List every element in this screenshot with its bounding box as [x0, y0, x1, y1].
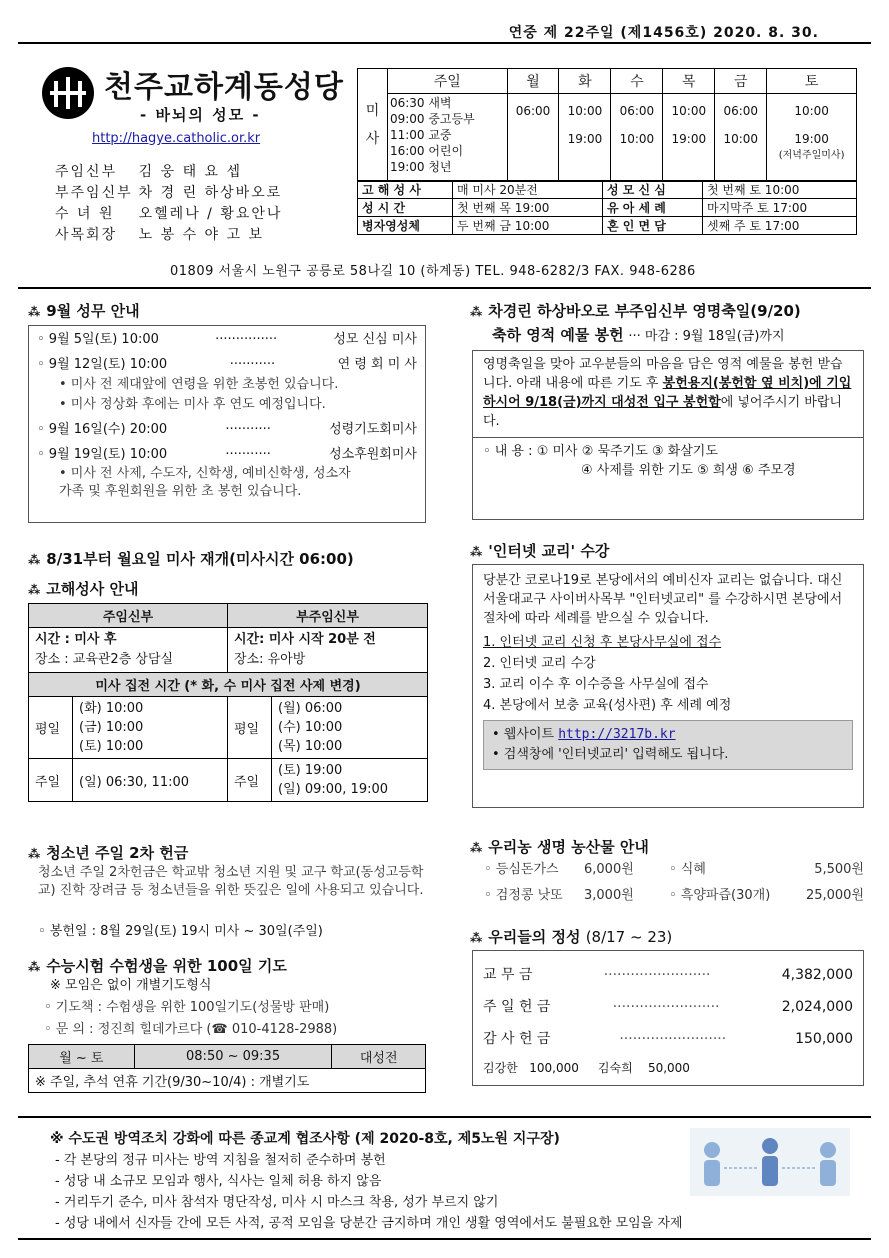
- sep-mass-title: [28, 300, 140, 321]
- offering-amount: 4,382,000: [781, 967, 853, 983]
- section-marker-icon: ⁂: [470, 545, 483, 559]
- priest-feast-box: [472, 350, 864, 520]
- sacrament-time: 첫 번째 토 10:00: [703, 181, 857, 199]
- offering-amount: 2,024,000: [781, 999, 853, 1015]
- exam-prayer-title-text: 수능시험 수험생을 위한 100일 기도: [46, 957, 287, 975]
- priest-body-emphasis: 봉헌용지(봉헌함 옆 비치)에 기입하시어 9/18(금)까지 대성전 입구 봉헌함: [483, 376, 852, 410]
- step-item: 2. 인터넷 교리 수강: [483, 656, 596, 671]
- exam-time: 08:50 ~ 09:35: [134, 1045, 332, 1069]
- confession-title: [28, 578, 138, 599]
- sacrament-time: 마지막주 토 17:00: [703, 199, 857, 217]
- sacrament-time: 매 미사 20분전: [453, 181, 603, 199]
- mass-schedule-table: [357, 68, 857, 182]
- exam-line: ◦ 기도책 : 수험생을 위한 100일기도(성물방 판매): [44, 1000, 330, 1015]
- priest-body: 영명축일을 맞아 교우분들의 마음을 담은 영적 예물을 봉헌 받습니다. 아래 내용에 따른 기도 후: [483, 357, 843, 391]
- pastor-weekday: (화) 10:00 (금) 10:00 (토) 10:00: [73, 697, 228, 759]
- section-marker-icon: ⁂: [28, 847, 41, 861]
- sacrament-time: 첫 번째 목 19:00: [453, 199, 603, 217]
- farm-row: [484, 860, 864, 880]
- mass-label: 미 사: [358, 69, 388, 182]
- staff-role: 부주임신부: [55, 185, 133, 201]
- mass-item: [37, 355, 417, 375]
- staff-role: 수 녀 원: [55, 206, 115, 222]
- exam-days: 월 ~ 토: [29, 1045, 135, 1069]
- farm-row: [484, 886, 864, 906]
- day-header: 목: [663, 69, 715, 94]
- tue-times: 10:00 19:00: [559, 94, 611, 182]
- confession-title-text: 고해성사 안내: [46, 580, 139, 598]
- church-website-link[interactable]: http://hagye.catholic.or.kr: [92, 131, 261, 146]
- farm-item-price: 5,500원: [814, 862, 864, 877]
- farm-item-price: 3,000원: [584, 888, 634, 903]
- offering-name: 감 사 헌 금: [483, 1031, 551, 1047]
- pastor-sunday: (일) 06:30, 11:00: [73, 759, 228, 802]
- pastor-info: [29, 628, 228, 673]
- mass-item: [37, 445, 417, 465]
- row-label: 평일: [29, 697, 73, 759]
- church-subtitle: - 바뇌의 성모 -: [140, 106, 261, 124]
- wed-times: 06:00 10:00: [611, 94, 663, 182]
- offering-box: [472, 950, 864, 1086]
- sep-mass-title-text: 9월 성무 안내: [46, 302, 140, 320]
- farm-title: [470, 836, 649, 857]
- day-header: 주일: [387, 69, 507, 94]
- section-marker-icon: ⁂: [28, 305, 41, 319]
- monday-mass-title: [28, 548, 354, 569]
- offering-donors: 김강한 100,000 김숙희 50,000: [483, 1061, 690, 1075]
- farm-item-price: 25,000원: [805, 888, 864, 903]
- row-label: 주일: [228, 759, 272, 802]
- sacrament-schedule-table: [357, 180, 857, 235]
- exam-time-table: [28, 1044, 426, 1093]
- thu-times: 10:00 19:00: [663, 94, 715, 182]
- farm-item-name: ◦ 흑양파즙(30개): [669, 888, 771, 903]
- section-marker-icon: ⁂: [470, 931, 483, 945]
- priest-feast-subtitle: [492, 324, 785, 345]
- offering-title-text: 우리들의 정성: [488, 928, 581, 946]
- exam-place: 대성전: [332, 1045, 426, 1069]
- offering-row: 감 사 헌 금 ························ 150,000: [483, 1023, 853, 1055]
- leader-dots: ···········: [225, 447, 271, 462]
- pastor-time: 시간 : 미사 후: [35, 632, 117, 647]
- monday-mass-text: 8/31부터 월요일 미사 재개(미사시간 06:00): [46, 550, 354, 568]
- issue-info: 연중 제 22주일 (제1456호) 2020. 8. 30.: [508, 25, 819, 41]
- mass-date: ◦ 9월 12일(토) 10:00: [37, 357, 168, 372]
- sat-note: (저녁주일미사): [778, 150, 845, 161]
- internet-box: [472, 564, 864, 808]
- fri-times: 06:00 10:00: [715, 94, 767, 182]
- bottom-divider: [18, 1116, 871, 1118]
- youth-title-text: 청소년 주일 2차 헌금: [46, 844, 189, 862]
- website-label: • 웹사이트: [492, 727, 555, 742]
- farm-item-price: 6,000원: [584, 862, 634, 877]
- church-name: 천주교하계동성당: [104, 70, 344, 105]
- offering-name: 교 무 금: [483, 967, 533, 983]
- mass-item: [37, 330, 417, 350]
- day-header: 수: [611, 69, 663, 94]
- website-line: [492, 725, 844, 745]
- staff-name: 노 봉 수 야 고 보: [138, 227, 265, 243]
- section-marker-icon: ⁂: [28, 960, 41, 974]
- mass-date: ◦ 9월 16일(수) 20:00: [37, 422, 168, 437]
- col-header: 주임신부: [29, 604, 228, 628]
- row-label: 평일: [228, 697, 272, 759]
- farm-list: [484, 860, 864, 906]
- staff-list: [55, 162, 288, 246]
- step-item: 4. 본당에서 보충 교육(성사편) 후 세례 예정: [483, 698, 732, 713]
- top-divider: [18, 42, 871, 44]
- exam-prayer-title: [28, 955, 287, 976]
- youth-date: ◦ 봉헌일 : 8월 29일(토) 19시 미사 ~ 30일(주일): [38, 924, 323, 939]
- covid-item: - 거리두기 준수, 미사 참석자 명단작성, 미사 시 마스크 착용, 성가 부르지 않기: [55, 1195, 499, 1210]
- sacrament-label: 성 시 간: [358, 199, 453, 217]
- covid-item: - 성당 내 소규모 모임과 행사, 식사는 일체 허용 하지 않음: [55, 1174, 382, 1189]
- sat-times-text: 10:00 19:00: [794, 104, 829, 146]
- day-header: 화: [559, 69, 611, 94]
- mass-note: • 미사 정상화 후에는 미사 후 연도 예정입니다.: [59, 397, 326, 412]
- day-header: 금: [715, 69, 767, 94]
- exam-note: ※ 주일, 추석 연휴 기간(9/30~10/4) : 개별기도: [29, 1069, 426, 1093]
- step-item: 3. 교리 이수 후 이수증을 사무실에 접수: [483, 677, 709, 692]
- leader-dots: ···········: [225, 422, 271, 437]
- mass-note: • 미사 전 사제, 수도자, 신학생, 예비신학생, 성소자 가족 및 후원회원을 위한 초 봉헌 있습니다.: [59, 466, 351, 499]
- sacrament-label: 유 아 세 례: [603, 199, 703, 217]
- leader-dots: ···············: [215, 332, 278, 347]
- step-item: 1. 인터넷 교리 신청 후 본당사무실에 접수: [483, 635, 722, 650]
- priest-feast-subtitle-text: 축하 영적 예물 봉헌: [492, 326, 624, 344]
- offering-period: (8/17 ~ 23): [585, 928, 673, 946]
- day-header: 월: [507, 69, 559, 94]
- section-marker-icon: ⁂: [28, 583, 41, 597]
- website-link[interactable]: http://3217b.kr: [558, 727, 676, 742]
- internet-title: [470, 540, 609, 561]
- section-marker-icon: ⁂: [470, 305, 483, 319]
- pastor-place: 장소 : 교육관2층 상담실: [35, 652, 174, 667]
- sacrament-label: 병자영성체: [358, 217, 453, 235]
- farm-item-name: ◦ 식혜: [669, 862, 706, 877]
- staff-name: 차 경 린 하상바오로: [138, 185, 283, 201]
- sunday-times: 06:30 새벽 09:00 중고등부 11:00 교중 16:00 어린이 19:00 청년: [387, 94, 507, 182]
- section-marker-icon: ⁂: [28, 553, 41, 567]
- church-address: 01809 서울시 노원구 공릉로 58나길 10 (하계동) TEL. 948-6282/3 FAX. 948-6286: [170, 264, 696, 279]
- internet-steps: [483, 632, 853, 716]
- offering-amount: 150,000: [795, 1031, 853, 1047]
- search-hint: • 검색창에 '인터넷교리' 입력해도 됩니다.: [492, 747, 729, 762]
- sacrament-time: 셋째 주 토 17:00: [703, 217, 857, 235]
- sacrament-time: 두 번째 금 10:00: [453, 217, 603, 235]
- assistant-sunday: (토) 19:00 (일) 09:00, 19:00: [272, 759, 428, 802]
- assistant-weekday: (월) 06:00 (수) 10:00 (목) 10:00: [272, 697, 428, 759]
- leader-dots: ···········: [229, 357, 276, 372]
- assistant-info: [228, 628, 428, 673]
- covid-item: - 성당 내에서 신자들 간에 모든 사적, 공적 모임을 당분간 금지하며 개인 생활 영역에서도 불필요한 모임을 자제: [55, 1216, 683, 1231]
- priest-feast-title: [470, 300, 801, 321]
- mass-name: 성소후원회미사: [329, 447, 417, 462]
- youth-body: 청소년 주일 2차헌금은 학교밖 청소년 지원 및 교구 학교(동성고등학교) 진학 장려금 등 청소년들을 위한 뜻깊은 일에 사용되고 있습니다.: [38, 865, 424, 898]
- mass-name: 성모 신심 미사: [333, 332, 417, 347]
- day-header: 토: [767, 69, 857, 94]
- covid-title: ※ 수도권 방역조치 강화에 따른 종교계 협조사항 (제 2020-8호, 제5노원 지구장): [50, 1131, 560, 1147]
- priest-deadline: ··· 마감 : 9월 18일(금)까지: [628, 329, 785, 344]
- mass-note: • 미사 전 제대앞에 연령을 위한 초봉헌 있습니다.: [59, 377, 339, 392]
- offering-contents: ④ 사제를 위한 기도 ⑤ 희생 ⑥ 주모경: [581, 463, 796, 478]
- sat-times: [767, 94, 857, 182]
- staff-role: 주임신부: [55, 164, 118, 180]
- covid-item: - 각 본당의 정규 미사는 방역 지침을 철저히 준수하며 봉헌: [55, 1153, 386, 1168]
- header-divider: [18, 287, 871, 289]
- exam-line: ※ 모임은 없이 개별기도형식: [50, 978, 212, 993]
- farm-item-name: ◦ 등심돈가스: [484, 862, 559, 877]
- farm-item-name: ◦ 검정콩 낫또: [484, 888, 563, 903]
- mass-name: 성령기도회미사: [329, 422, 417, 437]
- assistant-place: 장소: 유아방: [234, 652, 306, 667]
- offering-name: 주 일 헌 금: [483, 999, 551, 1015]
- bottom-divider: [18, 1238, 871, 1240]
- exam-line: ◦ 문 의 : 정진희 힐데가르다 (☎ 010-4128-2988): [44, 1022, 338, 1037]
- sep-mass-box: [28, 325, 426, 523]
- priest-feast-title-text: 차경린 하상바오로 부주임신부 영명축일(9/20): [488, 302, 801, 320]
- assistant-time: 시간: 미사 시작 20분 전: [234, 632, 376, 647]
- mass-item: [37, 420, 417, 440]
- social-distancing-illustration-icon: [690, 1128, 850, 1196]
- row-label: 주일: [29, 759, 73, 802]
- mass-date: ◦ 9월 19일(토) 10:00: [37, 447, 168, 462]
- staff-name: 오헬레나 / 황요안나: [138, 206, 283, 222]
- col-header: 부주임신부: [228, 604, 428, 628]
- website-box: [483, 720, 853, 770]
- internet-body: 당분간 코로나19로 본당에서의 예비신자 교리는 없습니다. 대신: [483, 573, 843, 588]
- staff-role: 사목회장: [55, 227, 118, 243]
- mass-name: 연 령 회 미 사: [337, 357, 417, 372]
- offering-row: 주 일 헌 금 ························ 2,024,000: [483, 991, 853, 1023]
- sacrament-label: 고 해 성 사: [358, 181, 453, 199]
- mass-date: ◦ 9월 5일(토) 10:00: [37, 332, 159, 347]
- offering-row: 교 무 금 ························ 4,382,000: [483, 959, 853, 991]
- mon-times: 06:00: [507, 94, 559, 182]
- internet-title-text: '인터넷 교리' 수강: [488, 542, 610, 560]
- farm-title-text: 우리농 생명 농산물 안내: [488, 838, 649, 856]
- church-logo-icon: [40, 65, 96, 121]
- internet-body-emphasis: 서울대교구 사이버사목부 "인터넷교리" 를 수강하시면 본당에서 절차에 따라 세례를 받으실 수 있습니다.: [483, 592, 843, 626]
- celebrant-subheader: 미사 집전 시간 (* 화, 수 미사 집전 사제 변경): [29, 673, 428, 697]
- staff-name: 김 웅 태 요 셉: [138, 164, 243, 180]
- sacrament-label: 혼 인 면 담: [603, 217, 703, 235]
- priest-body: 에 넣어주시기 바랍니다.: [483, 395, 842, 429]
- offering-contents: ◦ 내 용 : ① 미사 ② 묵주기도 ③ 화살기도: [483, 444, 718, 459]
- section-marker-icon: ⁂: [470, 841, 483, 855]
- youth-title: [28, 842, 188, 863]
- confession-table: [28, 603, 428, 802]
- offering-title: [470, 926, 672, 947]
- sacrament-label: 성 모 신 심: [603, 181, 703, 199]
